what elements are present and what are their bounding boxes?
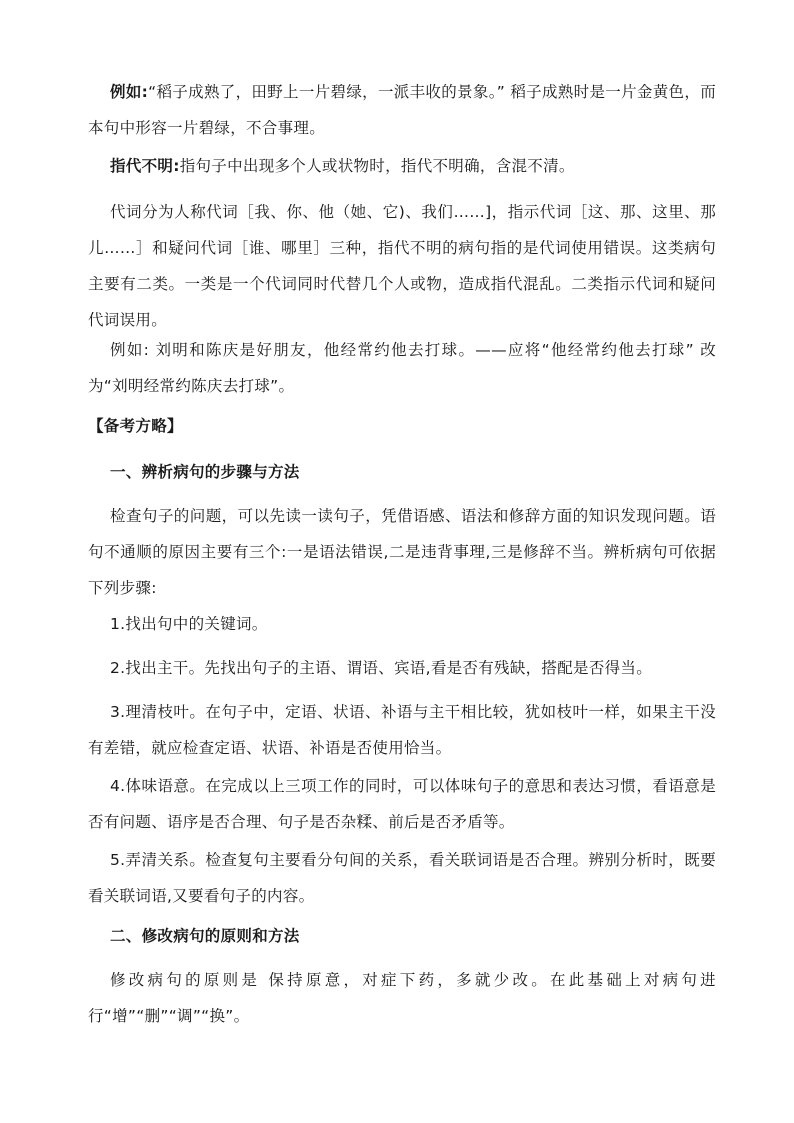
section-1-heading: 一、辨析病句的步骤与方法 bbox=[110, 463, 300, 481]
example-paragraph-2: 例如: 刘明和陈庆是好朋友，他经常约他去打球。——应将“他经常约他去打球” 改为“刘明经常约陈庆去打球”。 bbox=[88, 341, 716, 395]
section-1-intro: 检查句子的问题，可以先读一读句子，凭借语感、语法和修辞方面的知识发现问题。语句不通顺的原因主要有三个:一是语法错误,二是违背事理,三是修辞不当。辨析病句可依据下列步骤: bbox=[88, 507, 716, 597]
pronoun-unclear-definition bbox=[88, 148, 716, 184]
step-5: 5.弄清关系。检查复句主要看分句间的关系，看关联词语是否合理。辨别分析时，既要看关联词语,又要看句子的内容。 bbox=[88, 851, 716, 905]
pronoun-paragraph: 代词分为人称代词［我、你、他（她、它)、我们……]，指示代词［这、那、这里、那儿……］和疑问代词［谁、哪里］三种，指代不明的病句指的是代词使用错误。这类病句主要有二类。一类是一个代词同时代替几个人或物，造成指代混乱。二类指示代词和疑问代词误用。 bbox=[88, 203, 716, 329]
term-label: 指代不明: bbox=[110, 157, 180, 175]
section-2-intro: 修改病句的原则是 保持原意，对症下药，多就少改。在此基础上对病句进行“增”“删”“调”“换”。 bbox=[88, 971, 716, 1025]
step-4: 4.体味语意。在完成以上三项工作的同时，可以体味句子的意思和表达习惯，看语意是否有问题、语序是否合理、句子是否杂糅、前后是否矛盾等。 bbox=[88, 777, 716, 831]
example-paragraph-1 bbox=[88, 74, 716, 146]
step-3: 3.理清枝叶。在句子中，定语、状语、补语与主干相比较，犹如枝叶一样，如果主干没有差错，就应检查定语、状语、补语是否使用恰当。 bbox=[88, 703, 716, 757]
step-2: 2.找出主干。先找出句子的主语、谓语、宾语,看是否有残缺，搭配是否得当。 bbox=[110, 659, 653, 677]
example-prefix: 例如: bbox=[110, 83, 149, 101]
strategy-heading: 【备考方略】 bbox=[88, 417, 183, 435]
definition-text: 指句子中出现多个人或状物时，指代不明确，含混不清。 bbox=[179, 157, 575, 175]
step-1: 1.找出句中的关键词。 bbox=[110, 615, 268, 633]
example-text: “稻子成熟了，田野上一片碧绿，一派丰收的景象。” 稻子成熟时是一片金黄色，而本句中形容一片碧绿，不合事理。 bbox=[88, 83, 716, 137]
section-2-heading: 二、修改病句的原则和方法 bbox=[110, 927, 300, 945]
